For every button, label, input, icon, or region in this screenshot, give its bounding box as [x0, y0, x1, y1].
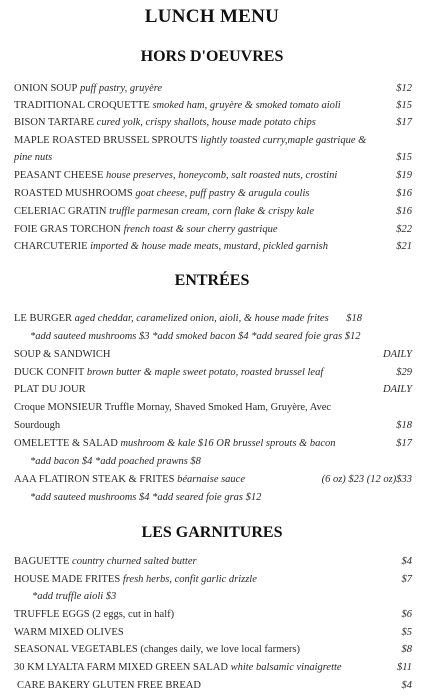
menu-addon: *add bacon $4 *add poached prawns $8	[30, 456, 201, 467]
menu-addon: *add sauteed mushrooms $3 *add smoked bacon $4 *add seared foie gras $12	[30, 331, 361, 342]
menu-item: HOUSE MADE FRITES fresh herbs, confit garlic drizzle $7	[14, 574, 412, 585]
menu-item: SOUP & SANDWICH DAILY	[14, 349, 412, 360]
menu-item: DUCK CONFIT brown butter & maple sweet potato, roasted brussel leaf $29	[14, 367, 412, 378]
menu-item: WARM MIXED OLIVES $5	[14, 627, 412, 638]
section-title-hors: HORS D'OEUVRES	[140, 48, 284, 65]
menu-item-detail: Sourdough $18	[14, 420, 412, 431]
menu-item: PEASANT CHEESE house preserves, honeycomb, salt roasted nuts, crostini $19	[14, 170, 412, 181]
menu-addon: *add truffle aioli $3	[32, 591, 117, 602]
section-title-entrees: ENTRÉES	[174, 272, 250, 289]
menu-item: BISON TARTARE cured yolk, crispy shallots, house made potato chips $17	[14, 117, 412, 128]
menu-addon: *add sauteed mushrooms $4 *add seared foie gras $12	[30, 492, 262, 503]
menu-item: FOIE GRAS TORCHON french toast & sour cherry gastrique $22	[14, 224, 412, 235]
page-title: LUNCH MENU	[144, 6, 280, 27]
menu-item: 30 KM LYALTA FARM MIXED GREEN SALAD white balsamic vinaigrette $11	[14, 662, 412, 673]
menu-item: CHARCUTERIE imported & house made meats, mustard, pickled garnish $21	[14, 241, 412, 252]
menu-item: PLAT DU JOUR DAILY	[14, 384, 412, 395]
menu-item: OMELETTE & SALAD mushroom & kale $16 OR brussel sprouts & bacon $17	[14, 438, 412, 449]
menu-item: ROASTED MUSHROOMS goat cheese, puff pastry & arugula coulis $16	[14, 188, 412, 199]
menu-item: BAGUETTE country churned salted butter $4	[14, 556, 412, 567]
menu-item: ONION SOUP puff pastry, gruyère $12	[14, 83, 412, 94]
menu-item: LE BURGER aged cheddar, caramelized onion, aioli, & house made frites $18	[14, 313, 362, 324]
menu-item: TRADITIONAL CROQUETTE smoked ham, gruyère & smoked tomato aioli $15	[14, 100, 412, 111]
menu-item: MAPLE ROASTED BRUSSEL SPROUTS lightly toasted curry,maple gastrique &	[14, 135, 367, 146]
menu-item-detail: Croque MONSIEUR Truffle Mornay, Shaved Smoked Ham, Gruyère, Avec	[14, 402, 332, 413]
menu-item-continued: pine nuts $15	[14, 152, 412, 163]
menu-item: AAA FLATIRON STEAK & FRITES béarnaise sauce (6 oz) $23 (12 oz)$33	[14, 474, 412, 485]
menu-item: CELERIAC GRATIN truffle parmesan cream, corn flake & crispy kale $16	[14, 206, 412, 217]
section-title-garnitures: LES GARNITURES	[141, 524, 283, 541]
menu-item: TRUFFLE EGGS (2 eggs, cut in half) $6	[14, 609, 412, 620]
menu-item: CARE BAKERY GLUTEN FREE BREAD $4	[17, 680, 412, 691]
menu-item: SEASONAL VEGETABLES (changes daily, we love local farmers) $8	[14, 644, 412, 655]
